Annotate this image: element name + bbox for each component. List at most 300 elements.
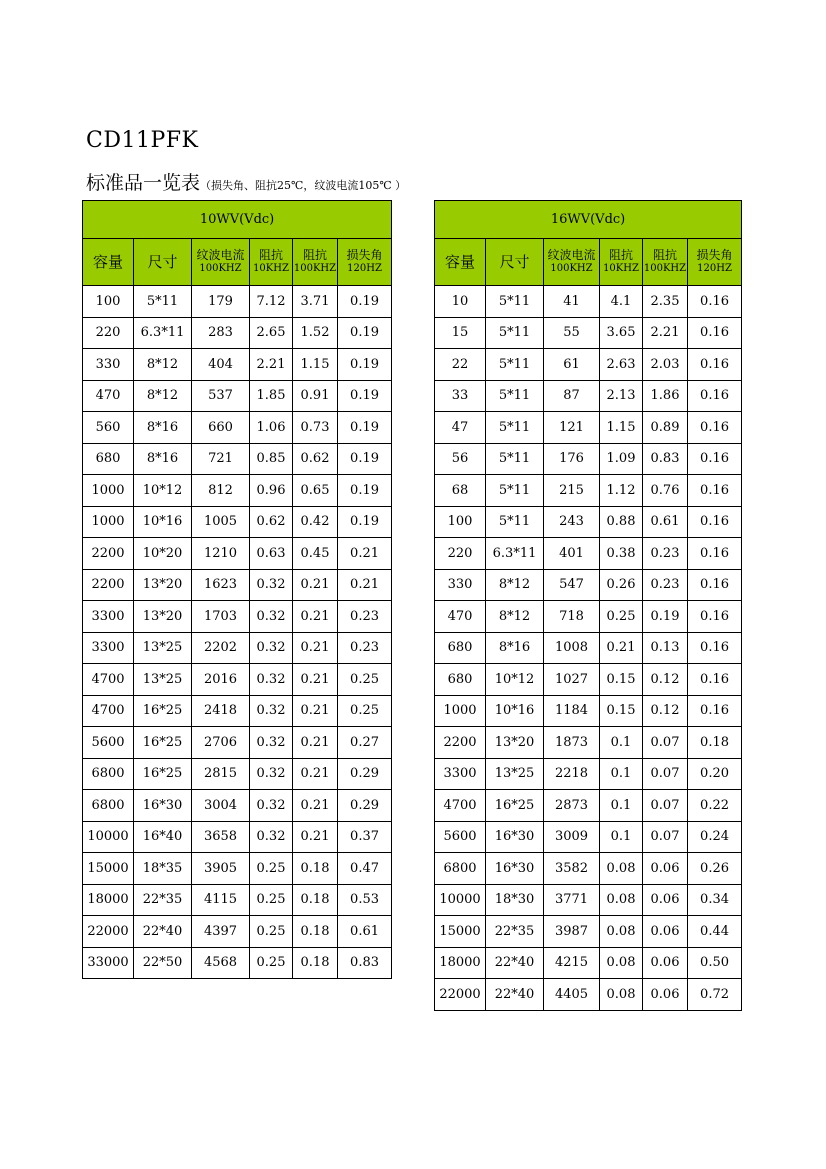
table-cell: 2202: [192, 632, 250, 664]
table-cell: 1.52: [293, 317, 338, 349]
column-header-label: 阻抗: [652, 248, 677, 262]
table-cell: 4215: [544, 947, 600, 979]
table-cell: 0.15: [600, 695, 643, 727]
table-cell: 0.32: [250, 727, 293, 759]
table-cell: 0.23: [643, 538, 688, 570]
table-cell: 22*40: [486, 979, 544, 1011]
table-cell: 0.19: [338, 475, 392, 507]
table-row: [435, 947, 742, 979]
column-header: 尺寸: [486, 239, 544, 286]
table-cell: 0.85: [250, 443, 293, 475]
table-cell: 1.15: [293, 349, 338, 381]
table-cell: 16*40: [134, 821, 192, 853]
table-cell: 0.07: [643, 727, 688, 759]
column-header-label: 纹波电流: [196, 248, 245, 262]
table-row: [83, 569, 392, 601]
table-cell: 10*12: [134, 475, 192, 507]
column-header: [688, 239, 742, 286]
table-cell: 5*11: [134, 286, 192, 318]
table-cell: 8*12: [486, 601, 544, 633]
table-cell: 0.24: [688, 821, 742, 853]
table-cell: 1000: [435, 695, 486, 727]
table-cell: 0.61: [643, 506, 688, 538]
table-row: [435, 601, 742, 633]
table-row: [435, 632, 742, 664]
table-cell: 0.19: [338, 380, 392, 412]
table-cell: 16*25: [134, 758, 192, 790]
table-cell: 5*11: [486, 506, 544, 538]
table-cell: 3300: [435, 758, 486, 790]
table-cell: 22000: [83, 916, 134, 948]
table-row: [83, 884, 392, 916]
table-cell: 13*20: [134, 569, 192, 601]
table-cell: 10000: [83, 821, 134, 853]
column-header: [600, 239, 643, 286]
table-cell: 4115: [192, 884, 250, 916]
table-cell: 0.21: [293, 821, 338, 853]
table-cell: 3582: [544, 853, 600, 885]
table-cell: 0.21: [338, 538, 392, 570]
table-cell: 56: [435, 443, 486, 475]
table-cell: 13*20: [134, 601, 192, 633]
table-cell: 1.06: [250, 412, 293, 444]
table-cell: 0.21: [600, 632, 643, 664]
column-header-unit: 100KHZ: [643, 263, 687, 274]
table-cell: 2.21: [250, 349, 293, 381]
spec-table-16wv: [434, 200, 742, 1011]
table-cell: 5*11: [486, 380, 544, 412]
table-cell: 470: [435, 601, 486, 633]
table-cell: 2706: [192, 727, 250, 759]
table-cell: 0.32: [250, 601, 293, 633]
column-header-unit: 100KHZ: [550, 263, 593, 274]
table-cell: 8*12: [486, 569, 544, 601]
table-cell: 0.19: [338, 286, 392, 318]
table-cell: 8*16: [134, 412, 192, 444]
table-cell: 0.16: [688, 695, 742, 727]
table-cell: 2200: [83, 538, 134, 570]
table-row: [83, 412, 392, 444]
table-cell: 0.13: [643, 632, 688, 664]
table-cell: 0.21: [293, 664, 338, 696]
table-cell: 8*16: [134, 443, 192, 475]
table-cell: 0.21: [338, 569, 392, 601]
table-cell: 6800: [83, 790, 134, 822]
table-cell: 6800: [435, 853, 486, 885]
table-cell: 18*30: [486, 884, 544, 916]
table-cell: 0.19: [338, 412, 392, 444]
table-cell: 0.26: [688, 853, 742, 885]
table-row: [435, 317, 742, 349]
table-cell: 537: [192, 380, 250, 412]
table-cell: 0.50: [688, 947, 742, 979]
table-cell: 2.13: [600, 380, 643, 412]
table-cell: 22*35: [486, 916, 544, 948]
table-cell: 401: [544, 538, 600, 570]
column-header-unit: 10KHZ: [253, 263, 289, 274]
table-row: [83, 664, 392, 696]
table-cell: 0.16: [688, 317, 742, 349]
table-cell: 3.65: [600, 317, 643, 349]
table-cell: 10*16: [134, 506, 192, 538]
table-row: [83, 506, 392, 538]
voltage-header: 10WV(Vdc): [83, 201, 392, 239]
table-cell: 0.62: [250, 506, 293, 538]
table-cell: 0.21: [293, 727, 338, 759]
table-cell: 0.44: [688, 916, 742, 948]
table-cell: 0.18: [293, 884, 338, 916]
table-cell: 6.3*11: [134, 317, 192, 349]
table-cell: 0.32: [250, 569, 293, 601]
table-cell: 0.89: [643, 412, 688, 444]
table-cell: 0.16: [688, 286, 742, 318]
table-cell: 0.23: [643, 569, 688, 601]
table-cell: 0.07: [643, 821, 688, 853]
table-cell: 22*50: [134, 947, 192, 979]
table-cell: 0.16: [688, 569, 742, 601]
table-cell: 16*30: [486, 821, 544, 853]
table-cell: 1.15: [600, 412, 643, 444]
table-cell: 3.71: [293, 286, 338, 318]
table-cell: 16*25: [134, 727, 192, 759]
table-cell: 0.06: [643, 947, 688, 979]
table-cell: 0.16: [688, 506, 742, 538]
table-row: [83, 380, 392, 412]
table-cell: 41: [544, 286, 600, 318]
table-cell: 0.18: [688, 727, 742, 759]
table-row: [435, 727, 742, 759]
table-cell: 0.45: [293, 538, 338, 570]
table-cell: 3658: [192, 821, 250, 853]
table-cell: 0.16: [688, 538, 742, 570]
table-cell: 16*25: [486, 790, 544, 822]
table-row: [83, 947, 392, 979]
column-header: [293, 239, 338, 286]
table-cell: 22*40: [134, 916, 192, 948]
table-cell: 13*25: [134, 632, 192, 664]
table-cell: 6800: [83, 758, 134, 790]
table-cell: 16*25: [134, 695, 192, 727]
table-cell: 2218: [544, 758, 600, 790]
spec-table-10wv: [82, 200, 392, 979]
table-row: [435, 349, 742, 381]
table-cell: 0.16: [688, 380, 742, 412]
table-row: [435, 412, 742, 444]
table-cell: 3009: [544, 821, 600, 853]
table-row: [83, 632, 392, 664]
table-cell: 1.12: [600, 475, 643, 507]
column-header-unit: 100KHZ: [293, 263, 337, 274]
table-row: [83, 821, 392, 853]
table-cell: 0.32: [250, 695, 293, 727]
column-header-unit: 100KHZ: [199, 263, 242, 274]
table-cell: 2.03: [643, 349, 688, 381]
column-header-label: 纹波电流: [547, 248, 596, 262]
table-cell: 179: [192, 286, 250, 318]
table-cell: 1623: [192, 569, 250, 601]
table-cell: 2200: [83, 569, 134, 601]
table-row: [83, 758, 392, 790]
table-cell: 3004: [192, 790, 250, 822]
table-cell: 4700: [435, 790, 486, 822]
table-cell: 22000: [435, 979, 486, 1011]
column-header-unit: 120HZ: [347, 263, 382, 274]
table-cell: 560: [83, 412, 134, 444]
table-row: [435, 979, 742, 1011]
table-cell: 2016: [192, 664, 250, 696]
table-cell: 0.76: [643, 475, 688, 507]
column-header: [338, 239, 392, 286]
column-header: 容量: [435, 239, 486, 286]
table-cell: 8*12: [134, 349, 192, 381]
table-cell: 0.12: [643, 695, 688, 727]
table-cell: 660: [192, 412, 250, 444]
table-cell: 215: [544, 475, 600, 507]
table-cell: 0.91: [293, 380, 338, 412]
table-cell: 0.25: [338, 664, 392, 696]
table-cell: 15000: [83, 853, 134, 885]
table-cell: 0.22: [688, 790, 742, 822]
column-header-row: [435, 239, 742, 286]
table-cell: 0.15: [600, 664, 643, 696]
table-cell: 0.08: [600, 884, 643, 916]
table-cell: 5*11: [486, 475, 544, 507]
table-row: [435, 758, 742, 790]
table-cell: 3771: [544, 884, 600, 916]
table-cell: 0.08: [600, 853, 643, 885]
table-cell: 18000: [435, 947, 486, 979]
table-cell: 10*16: [486, 695, 544, 727]
table-cell: 3905: [192, 853, 250, 885]
table-cell: 0.06: [643, 979, 688, 1011]
table-cell: 1000: [83, 506, 134, 538]
table-cell: 0.34: [688, 884, 742, 916]
table-row: [83, 538, 392, 570]
table-row: [435, 664, 742, 696]
table-cell: 0.73: [293, 412, 338, 444]
table-cell: 10*20: [134, 538, 192, 570]
table-cell: 22: [435, 349, 486, 381]
table-cell: 0.12: [643, 664, 688, 696]
table-row: [435, 506, 742, 538]
table-cell: 10*12: [486, 664, 544, 696]
table-cell: 2.63: [600, 349, 643, 381]
table-row: [83, 916, 392, 948]
table-row: [83, 443, 392, 475]
table-cell: 0.29: [338, 758, 392, 790]
table-cell: 547: [544, 569, 600, 601]
table-cell: 0.65: [293, 475, 338, 507]
table-row: [83, 349, 392, 381]
subtitle-note: （损失角、阻抗25℃，纹波电流105℃ ）: [200, 179, 407, 192]
table-cell: 5600: [435, 821, 486, 853]
table-cell: 16*30: [486, 853, 544, 885]
table-cell: 176: [544, 443, 600, 475]
column-header-row: [83, 239, 392, 286]
table-cell: 13*20: [486, 727, 544, 759]
table-cell: 0.18: [293, 853, 338, 885]
table-cell: 0.37: [338, 821, 392, 853]
table-cell: 0.83: [338, 947, 392, 979]
table-cell: 0.16: [688, 443, 742, 475]
table-cell: 3300: [83, 632, 134, 664]
table-cell: 2815: [192, 758, 250, 790]
table-cell: 0.1: [600, 727, 643, 759]
table-cell: 0.27: [338, 727, 392, 759]
table-cell: 15000: [435, 916, 486, 948]
table-cell: 15: [435, 317, 486, 349]
voltage-row: [83, 201, 392, 239]
table-cell: 2200: [435, 727, 486, 759]
table-cell: 0.16: [688, 412, 742, 444]
table-cell: 0.32: [250, 664, 293, 696]
table-cell: 10000: [435, 884, 486, 916]
table-cell: 5*11: [486, 286, 544, 318]
table-cell: 680: [435, 632, 486, 664]
table-cell: 0.88: [600, 506, 643, 538]
table-cell: 0.06: [643, 853, 688, 885]
table-cell: 680: [435, 664, 486, 696]
table-cell: 5*11: [486, 317, 544, 349]
table-cell: 1703: [192, 601, 250, 633]
table-cell: 0.25: [250, 916, 293, 948]
column-header-unit: 10KHZ: [603, 263, 639, 274]
table-cell: 0.63: [250, 538, 293, 570]
table-cell: 22*40: [486, 947, 544, 979]
voltage-row: [435, 201, 742, 239]
table-cell: 1000: [83, 475, 134, 507]
table-cell: 0.19: [338, 506, 392, 538]
table-row: [83, 695, 392, 727]
table-cell: 0.25: [250, 853, 293, 885]
table-cell: 18*35: [134, 853, 192, 885]
table-cell: 8*12: [134, 380, 192, 412]
table-cell: 0.25: [250, 947, 293, 979]
table-cell: 0.47: [338, 853, 392, 885]
table-cell: 220: [83, 317, 134, 349]
table-row: [435, 695, 742, 727]
table-cell: 0.29: [338, 790, 392, 822]
table-row: [435, 821, 742, 853]
table-cell: 0.21: [293, 601, 338, 633]
table-cell: 3987: [544, 916, 600, 948]
table-row: [435, 538, 742, 570]
column-header: [192, 239, 250, 286]
table-cell: 33: [435, 380, 486, 412]
column-header: 容量: [83, 239, 134, 286]
table-cell: 721: [192, 443, 250, 475]
table-cell: 0.21: [293, 790, 338, 822]
table-cell: 0.06: [643, 884, 688, 916]
table-cell: 0.72: [688, 979, 742, 1011]
table-cell: 4.1: [600, 286, 643, 318]
table-cell: 330: [83, 349, 134, 381]
table-cell: 0.1: [600, 790, 643, 822]
table-cell: 100: [83, 286, 134, 318]
column-header-label: 阻抗: [302, 248, 327, 262]
table-cell: 718: [544, 601, 600, 633]
table-cell: 18000: [83, 884, 134, 916]
table-cell: 1.86: [643, 380, 688, 412]
table-cell: 5*11: [486, 412, 544, 444]
table-cell: 0.32: [250, 790, 293, 822]
table-cell: 0.08: [600, 947, 643, 979]
table-cell: 0.18: [293, 916, 338, 948]
table-cell: 0.19: [643, 601, 688, 633]
table-cell: 22*35: [134, 884, 192, 916]
table-cell: 7.12: [250, 286, 293, 318]
column-header-label: 阻抗: [258, 248, 283, 262]
table-cell: 68: [435, 475, 486, 507]
table-cell: 0.21: [293, 632, 338, 664]
table-row: [83, 286, 392, 318]
table-cell: 4700: [83, 695, 134, 727]
table-cell: 0.07: [643, 758, 688, 790]
column-header-unit: 120HZ: [697, 263, 732, 274]
table-cell: 2418: [192, 695, 250, 727]
table-cell: 404: [192, 349, 250, 381]
table-cell: 4405: [544, 979, 600, 1011]
table-cell: 0.19: [338, 443, 392, 475]
table-cell: 61: [544, 349, 600, 381]
page-title: CD11PFK: [86, 128, 199, 153]
table-cell: 470: [83, 380, 134, 412]
table-cell: 0.1: [600, 758, 643, 790]
table-row: [83, 727, 392, 759]
table-cell: 812: [192, 475, 250, 507]
table-cell: 0.25: [600, 601, 643, 633]
table-cell: 0.32: [250, 632, 293, 664]
table-cell: 1027: [544, 664, 600, 696]
table-cell: 16*30: [134, 790, 192, 822]
table-cell: 0.26: [600, 569, 643, 601]
table-cell: 0.25: [250, 884, 293, 916]
table-cell: 0.06: [643, 916, 688, 948]
table-cell: 0.16: [688, 632, 742, 664]
table-cell: 5*11: [486, 443, 544, 475]
table-cell: 33000: [83, 947, 134, 979]
table-cell: 10: [435, 286, 486, 318]
table-row: [83, 853, 392, 885]
column-header: [250, 239, 293, 286]
column-header: [643, 239, 688, 286]
table-row: [435, 475, 742, 507]
table-cell: 0.83: [643, 443, 688, 475]
table-cell: 0.21: [293, 758, 338, 790]
table-cell: 4700: [83, 664, 134, 696]
table-cell: 330: [435, 569, 486, 601]
table-cell: 4568: [192, 947, 250, 979]
table-cell: 0.16: [688, 475, 742, 507]
table-row: [83, 790, 392, 822]
table-cell: 0.21: [293, 695, 338, 727]
table-cell: 0.32: [250, 821, 293, 853]
table-row: [83, 601, 392, 633]
table-cell: 0.08: [600, 979, 643, 1011]
table-cell: 0.38: [600, 538, 643, 570]
table-cell: 0.20: [688, 758, 742, 790]
table-cell: 0.16: [688, 664, 742, 696]
table-cell: 1184: [544, 695, 600, 727]
table-cell: 1873: [544, 727, 600, 759]
table-cell: 0.16: [688, 601, 742, 633]
table-cell: 47: [435, 412, 486, 444]
table-row: [435, 916, 742, 948]
table-row: [83, 317, 392, 349]
table-cell: 3300: [83, 601, 134, 633]
voltage-header: 16WV(Vdc): [435, 201, 742, 239]
table-cell: 6.3*11: [486, 538, 544, 570]
